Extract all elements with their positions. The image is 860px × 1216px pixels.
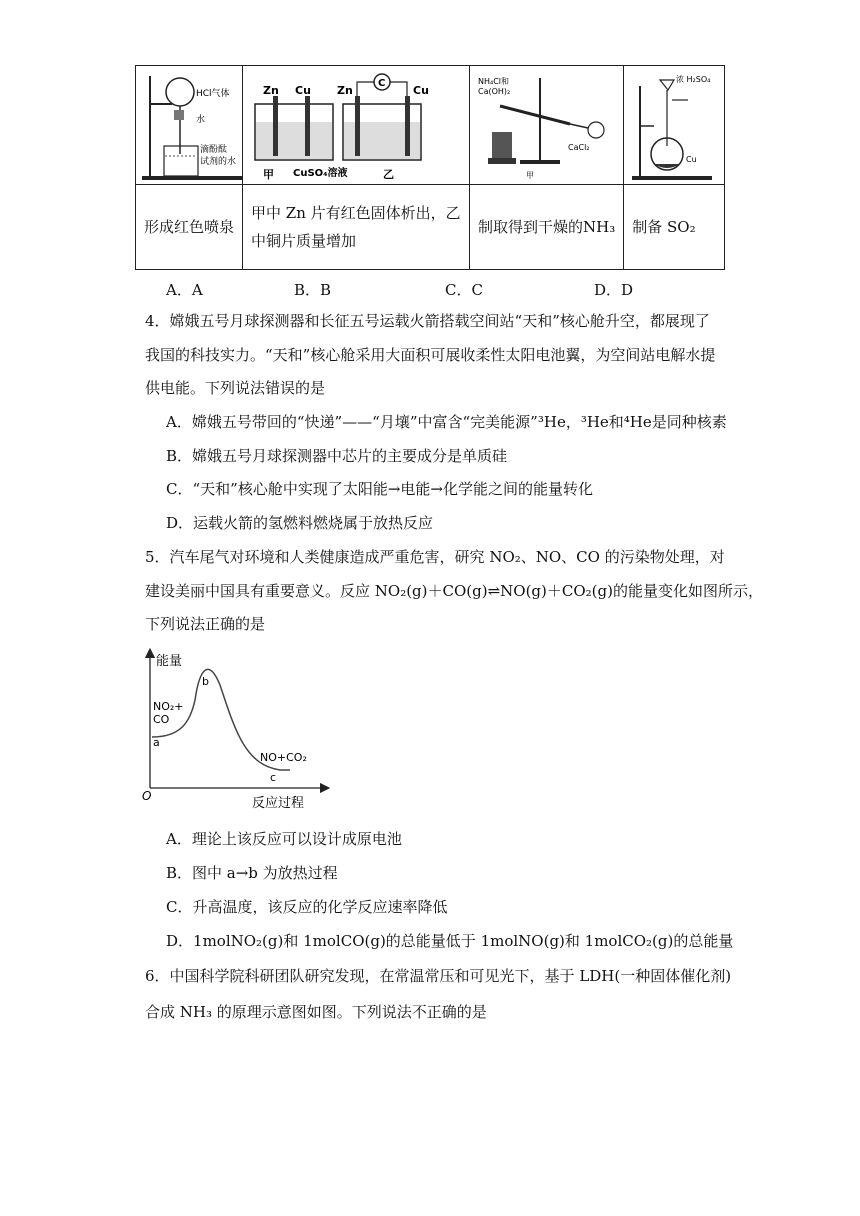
- zn-label-left: Zn: [263, 84, 279, 97]
- y-axis-label: 能量: [156, 654, 183, 669]
- q4-option-a[interactable]: A．嫦娥五号带回的“快递”——“月壤”中富含“完美能源”³He，³He和⁴He是同种核素: [166, 413, 727, 431]
- q5-option-c[interactable]: C．升高温度，该反应的化学反应速率降低: [166, 898, 448, 916]
- x-axis-label: 反应过程: [252, 796, 305, 811]
- q4-line-3: 供电能。下列说法错误的是: [145, 379, 326, 397]
- experiment-table: [135, 65, 725, 270]
- q6-line-1: 6．中国科学院科研团队研究发现，在常温常压和可见光下，基于 LDH(一种固体催化剂): [145, 967, 732, 985]
- q6-line-2: 合成 NH₃ 的原理示意图如图。下列说法不正确的是: [145, 1003, 487, 1021]
- reagent-water-label: 试剂的水: [200, 157, 237, 167]
- fountain-apparatus-cell: [136, 66, 243, 185]
- energy-diagram: [140, 645, 340, 815]
- cu-label-right: Cu: [413, 84, 429, 97]
- cell-so2: 制备 SO₂: [624, 185, 725, 270]
- cell-fountain: 形成红色喷泉: [136, 185, 243, 270]
- point-b-label: b: [202, 675, 209, 688]
- zn-label-right: Zn: [337, 84, 353, 97]
- q4-line-1: 4．嫦娥五号月球探测器和长征五号运载火箭搭载空间站“天和”核心舱升空，都展现了: [145, 312, 710, 330]
- cell-jia-label: 甲: [263, 168, 274, 181]
- hcl-gas-label: HCl气体: [196, 89, 230, 99]
- q5-option-d[interactable]: D．1molNO₂(g)和 1molCO(g)的总能量低于 1molNO(g)和 1molCO₂(g)的总能量: [166, 932, 734, 950]
- phenol-label: 滴酚酞: [200, 145, 228, 155]
- cell-yi-label: 乙: [383, 168, 394, 181]
- origin-label: O: [142, 789, 152, 803]
- so2-apparatus-cell: [624, 66, 725, 185]
- q3-option-c[interactable]: C．C: [445, 281, 483, 299]
- cacl2-label: CaCl₂: [568, 143, 590, 152]
- q4-line-2: 我国的科技实力。“天和”核心舱采用大面积可展收柔性太阳电池翼，为空间站电解水提: [145, 346, 716, 364]
- q5-line-3: 下列说法正确的是: [145, 615, 266, 633]
- q3-option-d[interactable]: D．D: [594, 281, 634, 299]
- water-label: 水: [196, 115, 206, 125]
- table-image-row: [136, 66, 725, 185]
- q5-option-b[interactable]: B．图中 a→b 为放热过程: [166, 864, 338, 882]
- q4-option-b[interactable]: B．嫦娥五号月球探测器中芯片的主要成分是单质硅: [166, 447, 508, 465]
- cell-ammonia: 制取得到干燥的NH₃: [470, 185, 624, 270]
- conc-h2so4-label: 浓 H₂SO₄: [676, 75, 711, 84]
- q5-line-2: 建设美丽中国具有重要意义。反应 NO₂(g)＋CO(g)⇌NO(g)＋CO₂(g)的能量变化如图所示，: [145, 582, 763, 600]
- product-label: NO+CO₂: [260, 751, 307, 764]
- point-c-label: c: [270, 771, 277, 784]
- ammonia-apparatus-cell: [470, 66, 624, 185]
- galvanic-cell-cell: [243, 66, 470, 185]
- q4-option-d[interactable]: D．运载火箭的氢燃料燃烧属于放热反应: [166, 514, 434, 532]
- fountain-apparatus-figure: [136, 66, 242, 184]
- q4-option-c[interactable]: C．“天和”核心舱中实现了太阳能→电能→化学能之间的能量转化: [166, 480, 593, 498]
- q5-option-a[interactable]: A．理论上该反应可以设计成原电池: [166, 830, 402, 848]
- q3-option-a[interactable]: A．A: [166, 281, 203, 299]
- point-a-label: a: [153, 736, 160, 749]
- reagent1-label: NH₄Cl和: [478, 77, 510, 86]
- electrolyte-label: CuSO₄溶液: [293, 168, 348, 179]
- ammonia-apparatus-figure: [470, 66, 622, 184]
- q3-option-b[interactable]: B．B: [294, 281, 332, 299]
- apparatus-jia-label: 甲: [526, 171, 534, 180]
- reactant-label-1: NO₂+: [153, 700, 184, 713]
- cell-galvanic: 甲中 Zn 片有红色固体析出，乙中铜片质量增加: [243, 185, 470, 270]
- reagent2-label: Ca(OH)₂: [478, 87, 511, 96]
- table-text-row: [136, 185, 725, 270]
- cu-label-left: Cu: [295, 84, 311, 97]
- carbon-label: C: [378, 78, 386, 89]
- reactant-label-2: CO: [153, 713, 170, 726]
- galvanic-cells-figure: [243, 66, 469, 184]
- cu-metal-label: Cu: [686, 155, 697, 164]
- q5-line-1: 5．汽车尾气对环境和人类健康造成严重危害，研究 NO₂、NO、CO 的污染物处理，对: [145, 548, 725, 566]
- so2-apparatus-figure: [624, 66, 724, 184]
